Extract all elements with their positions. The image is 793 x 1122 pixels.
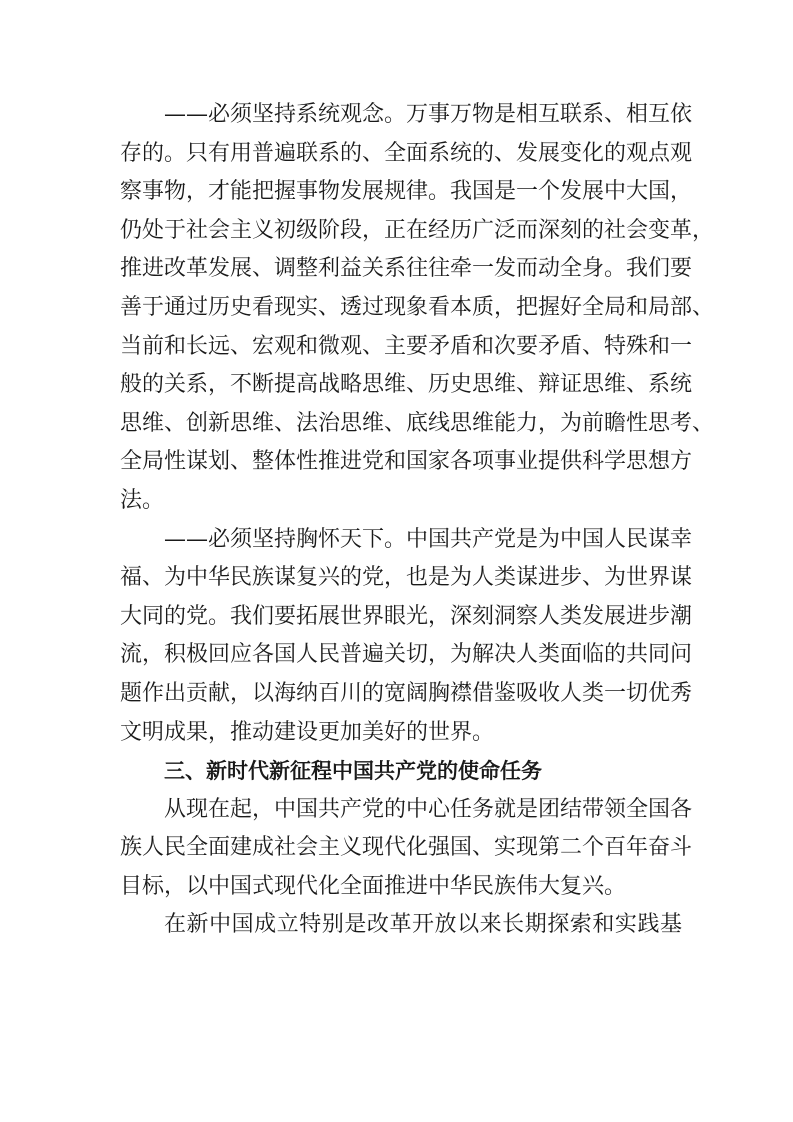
text-line: 全局性谋划、整体性推进党和国家各项事业提供科学思想方 bbox=[120, 449, 693, 475]
paragraph-central-task bbox=[120, 791, 693, 907]
text-line: ——必须坚持胸怀天下。中国共产党是为中国人民谋幸 bbox=[164, 526, 693, 552]
paragraph-global-vision bbox=[120, 521, 693, 753]
text-line: 从现在起，中国共产党的中心任务就是团结带领全国各 bbox=[164, 796, 693, 822]
text-line: 法。 bbox=[120, 487, 165, 513]
text-line: 当前和长远、宏观和微观、主要矛盾和次要矛盾、特殊和一 bbox=[120, 333, 693, 359]
text-line: 目标，以中国式现代化全面推进中华民族伟大复兴。 bbox=[120, 873, 627, 899]
text-line: 般的关系，不断提高战略思维、历史思维、辩证思维、系统 bbox=[120, 372, 693, 398]
text-line: 福、为中华民族谋复兴的党，也是为人类谋进步、为世界谋 bbox=[120, 565, 693, 591]
text-line: ——必须坚持系统观念。万事万物是相互联系、相互依 bbox=[164, 102, 693, 127]
document-body bbox=[120, 96, 715, 945]
text-line: 仍处于社会主义初级阶段，正在经历广泛而深刻的社会变革， bbox=[120, 217, 715, 243]
text-line: 文明成果，推动建设更加美好的世界。 bbox=[120, 719, 495, 745]
paragraph-systems-thinking bbox=[120, 96, 715, 521]
text-line: 题作出贡献，以海纳百川的宽阔胸襟借鉴吸收人类一切优秀 bbox=[120, 680, 693, 706]
text-line: 推进改革发展、调整利益关系往往牵一发而动全身。我们要 bbox=[120, 256, 693, 282]
section-heading bbox=[120, 752, 682, 791]
text-line: 在新中国成立特别是改革开放以来长期探索和实践基 bbox=[164, 912, 682, 938]
text-line: 察事物，才能把握事物发展规律。我国是一个发展中大国， bbox=[120, 179, 693, 205]
text-line: 大同的党。我们要拓展世界眼光，深刻洞察人类发展进步潮 bbox=[120, 603, 693, 629]
text-line: 流，积极回应各国人民普遍关切，为解决人类面临的共同问 bbox=[120, 642, 693, 668]
paragraph-continuation bbox=[120, 906, 682, 945]
text-line: 族人民全面建成社会主义现代化强国、实现第二个百年奋斗 bbox=[120, 835, 693, 861]
heading-text: 三、新时代新征程中国共产党的使命任务 bbox=[164, 759, 542, 784]
text-line: 思维、创新思维、法治思维、底线思维能力，为前瞻性思考、 bbox=[120, 410, 715, 436]
text-line: 善于通过历史看现实、透过现象看本质，把握好全局和局部、 bbox=[120, 294, 715, 320]
text-line: 存的。只有用普遍联系的、全面系统的、发展变化的观点观 bbox=[120, 140, 693, 166]
